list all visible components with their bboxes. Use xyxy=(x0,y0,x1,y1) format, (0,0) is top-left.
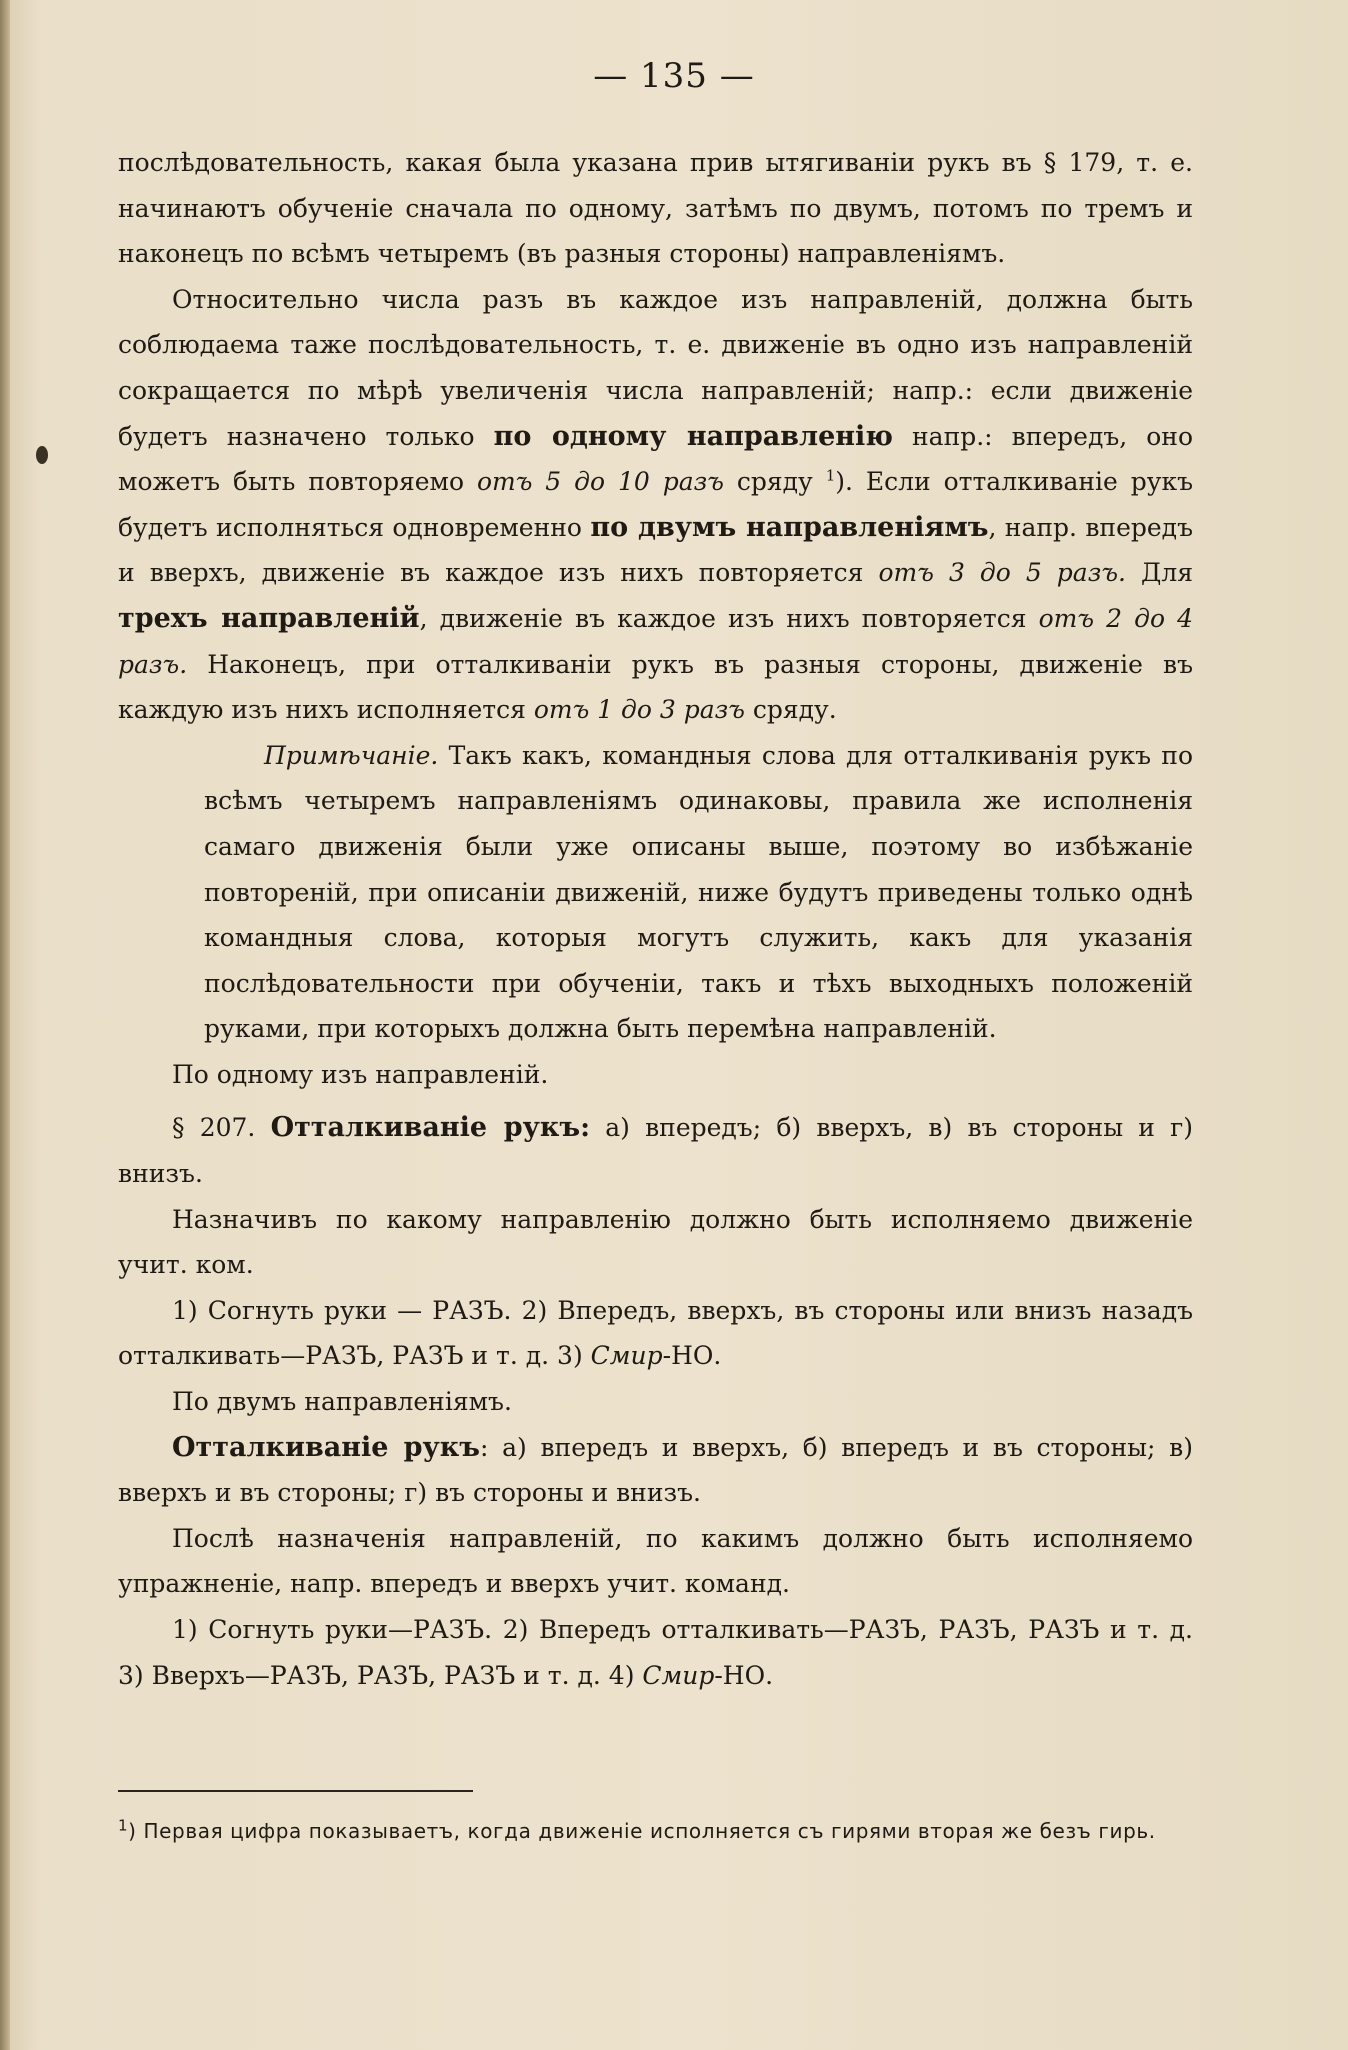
paragraph-3: По одному изъ направленій. xyxy=(172,1059,549,1089)
text-run: Для xyxy=(1125,558,1193,588)
text-run: , напр. впередъ и вверхъ, движеніе въ каждое изъ нихъ повторяется xyxy=(118,512,1193,588)
note-label: Примѣчаніе. xyxy=(264,740,439,770)
bold-phrase: по двумъ направленіямъ xyxy=(590,511,989,543)
note-text: Такъ какъ, командныя слова для отталкиванія рукъ по всѣмъ четыремъ направленіямъ одинаковы, правила же исполненія самаго движенія были уже описаны выше, поэтому во избѣжаніе повтореній, при описаніи движеній, ниже будутъ приведены только однѣ командныя слова, которыя могутъ служить, какъ для указанія послѣдовательности при обученіи, такъ и тѣхъ выходныхъ положеній руками, при которыхъ должна быть перемѣна направленій. xyxy=(204,740,1193,1044)
italic-phrase: отъ 2 до 4 разъ. xyxy=(118,603,1194,679)
ink-speck xyxy=(36,446,48,464)
text-run: сряду xyxy=(723,467,826,497)
italic-phrase: Смир xyxy=(642,1660,715,1690)
paragraph-7: По двумъ направленіямъ. xyxy=(172,1387,512,1417)
note-block xyxy=(204,733,1193,1052)
text-run: 1) Согнуть руки — РАЗЪ. 2) Впередъ, вверхъ, въ стороны или внизъ назадъ отталкивать—РАЗЪ, РАЗЪ и т. д. 3) xyxy=(118,1295,1193,1371)
text-run: , движеніе въ каждое изъ нихъ повторяется xyxy=(419,603,1039,633)
text-run: напр.: впередъ, оно можетъ быть повторяемо xyxy=(118,421,1193,497)
text-run: -НО. xyxy=(714,1660,774,1690)
footnote-ref: 1 xyxy=(825,466,836,485)
paragraph-2 xyxy=(118,277,1193,733)
paragraph-5: Назначивъ по какому направленію должно быть исполняемо движеніе учит. ком. xyxy=(118,1204,1193,1280)
italic-phrase: отъ 1 до 3 разъ xyxy=(533,695,745,725)
section-number: § 207. xyxy=(172,1113,271,1143)
paragraph-section-207 xyxy=(118,1105,1193,1196)
italic-phrase: отъ 3 до 5 разъ. xyxy=(878,558,1126,588)
footnote-divider xyxy=(118,1790,473,1792)
bold-phrase: Отталкиваніе рукъ: xyxy=(270,1112,591,1144)
italic-phrase: отъ 5 до 10 разъ xyxy=(476,467,724,497)
bold-phrase: трехъ направленій xyxy=(118,602,420,634)
main-text xyxy=(118,140,1193,1698)
paragraph-10 xyxy=(118,1607,1193,1698)
page-number: — 135 — xyxy=(593,56,755,96)
footnote-marker: 1 xyxy=(118,1816,129,1835)
text-run: а) впередъ; б) вверхъ, в) въ стороны и г) внизъ. xyxy=(118,1113,1194,1189)
paragraph-8 xyxy=(118,1425,1193,1516)
text-run: ). Если отталкиваніе рукъ будетъ исполняться одновременно xyxy=(118,467,1193,542)
footnote xyxy=(118,1813,1193,1849)
footnote-text: ) Первая цифра показываетъ, когда движеніе исполняется съ гирями вторая же безъ гирь. xyxy=(128,1819,1156,1843)
paragraph-6 xyxy=(118,1288,1193,1379)
text-run: сряду. xyxy=(744,695,837,725)
paragraph-9: Послѣ назначенія направленій, по какимъ должно быть исполняемо упражненіе, напр. впередъ и вверхъ учит. команд. xyxy=(118,1523,1193,1599)
paragraph-1: послѣдовательность, какая была указана прив ытягиваніи рукъ въ § 179, т. е. начинаютъ обученіе сначала по одному, затѣмъ по двумъ, потомъ по тремъ и наконецъ по всѣмъ четыремъ (въ разныя стороны) направленіямъ. xyxy=(118,148,1193,269)
page-edge-shadow xyxy=(0,0,10,2050)
text-run: Наконецъ, при отталкиваніи рукъ въ разныя стороны, движеніе въ каждую изъ нихъ исполняется xyxy=(118,649,1193,725)
bold-phrase: по одному направленію xyxy=(493,420,893,452)
bold-phrase: Отталкиваніе рукъ xyxy=(172,1431,481,1463)
text-run: 1) Согнуть руки—РАЗЪ. 2) Впередъ отталкивать—РАЗЪ, РАЗЪ, РАЗЪ и т. д. 3) Вверхъ—РАЗЪ, РАЗЪ, РАЗЪ и т. д. 4) xyxy=(118,1615,1193,1690)
text-run: Относительно числа разъ въ каждое изъ направленій, должна быть соблюдаема таже послѣдовательность, т. е. движеніе въ одно изъ направленій сокращается по мѣрѣ увеличенія числа направленій; напр.: если движеніе будетъ назначено только xyxy=(118,284,1193,451)
italic-phrase: Смир xyxy=(590,1341,663,1371)
text-run: : а) впередъ и вверхъ, б) впередъ и въ стороны; в) вверхъ и въ стороны; г) въ стороны и внизъ. xyxy=(118,1432,1193,1508)
text-run: -НО. xyxy=(662,1341,722,1371)
